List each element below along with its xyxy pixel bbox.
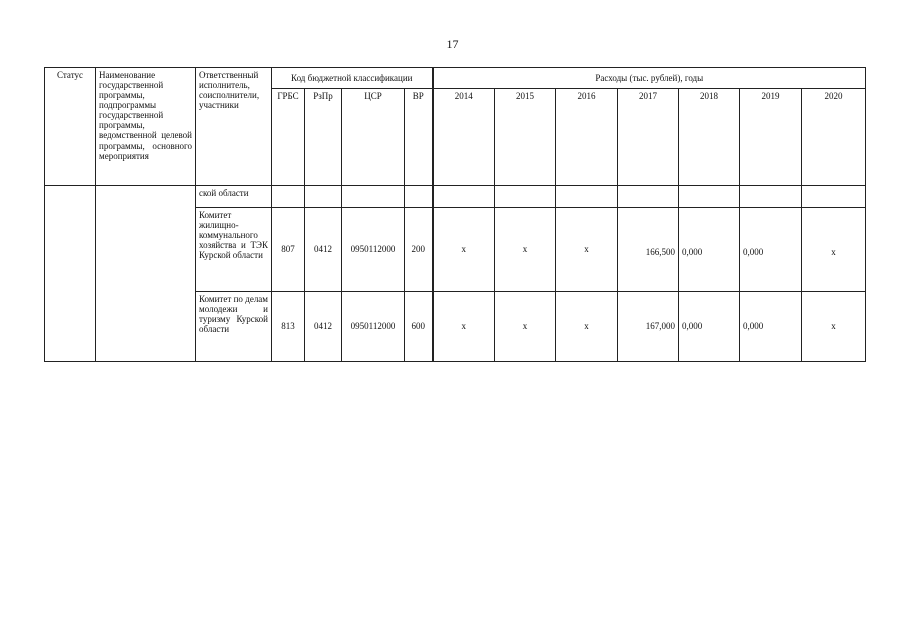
header-year-2017: 2017 [618,89,679,186]
cell-value [556,186,618,208]
cell-value: x [556,208,618,292]
table-row [45,186,866,208]
cell-value [802,186,866,208]
header-rzpr: РзПр [305,89,342,186]
header-year-2015: 2015 [495,89,556,186]
header-vr: ВР [405,89,433,186]
cell-value: 0,000 [740,292,802,362]
budget-table [44,67,866,362]
header-csr: ЦСР [342,89,405,186]
header-year-2019: 2019 [740,89,802,186]
cell-status [45,186,96,362]
cell-rzpr: 0412 [305,292,342,362]
cell-value: x [802,292,866,362]
cell-vr [405,186,433,208]
cell-grbs: 813 [272,292,305,362]
cell-value [679,186,740,208]
cell-responsible: Комитет жилищно-коммунального хозяйства и ТЭК Курской области [196,208,272,292]
header-name: Наименование государственной программы, подпрограммы государственной программы, ведомственной целевой программы, основного мероприятия [96,68,196,186]
cell-csr: 0950112000 [342,292,405,362]
header-year-2016: 2016 [556,89,618,186]
header-row-1 [45,68,866,89]
header-grbs: ГРБС [272,89,305,186]
cell-value: x [802,208,866,292]
cell-value: x [556,292,618,362]
cell-responsible: ской области [196,186,272,208]
cell-rzpr: 0412 [305,208,342,292]
cell-csr [342,186,405,208]
cell-grbs [272,186,305,208]
header-classification: Код бюджетной классификации [272,68,433,89]
header-year-2014: 2014 [433,89,495,186]
cell-value [618,186,679,208]
cell-rzpr [305,186,342,208]
header-responsible: Ответственный исполнитель, соисполнители, участники [196,68,272,186]
cell-value: 166,500 [618,208,679,292]
cell-value: x [495,292,556,362]
cell-value: x [433,292,495,362]
cell-value: 167,000 [618,292,679,362]
cell-value: 0,000 [679,292,740,362]
header-year-2018: 2018 [679,89,740,186]
cell-value: 0,000 [740,208,802,292]
cell-csr: 0950112000 [342,208,405,292]
cell-name [96,186,196,362]
cell-value [740,186,802,208]
cell-vr: 600 [405,292,433,362]
header-status: Статус [45,68,96,186]
header-year-2020: 2020 [802,89,866,186]
cell-value: x [495,208,556,292]
cell-vr: 200 [405,208,433,292]
page-number: 17 [446,37,459,51]
cell-value [433,186,495,208]
cell-grbs: 807 [272,208,305,292]
cell-value [495,186,556,208]
cell-responsible: Комитет по делам молодежи и туризму Курской области [196,292,272,362]
cell-value: x [433,208,495,292]
cell-value: 0,000 [679,208,740,292]
header-expenses: Расходы (тыс. рублей), годы [433,68,866,89]
